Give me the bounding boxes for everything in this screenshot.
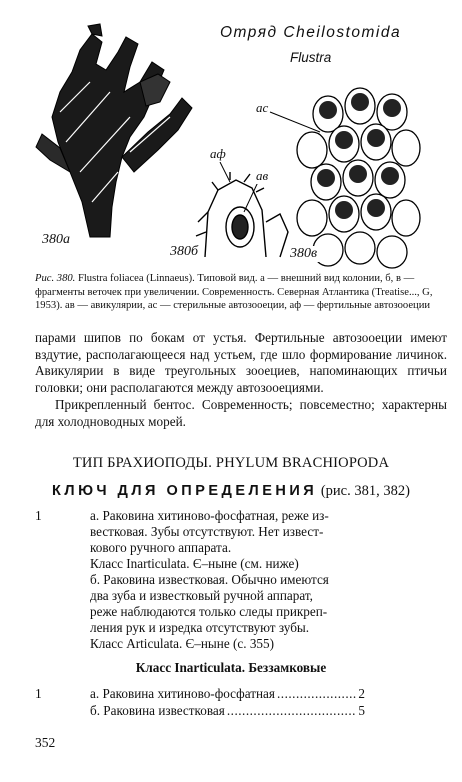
heading-key (0, 483, 462, 500)
key2-number: 1 (35, 686, 42, 701)
label-as: ас (256, 100, 269, 115)
key2-a-text: а. Раковина хитиново-фосфатная (90, 686, 275, 701)
figure-caption (35, 272, 453, 313)
branch-fragment-b (196, 172, 288, 257)
label-af: аф (210, 146, 226, 161)
label-380a: 380а (42, 232, 70, 247)
key1-b-line: ления рук и изредка отсутствуют зубы. (90, 620, 310, 635)
key2-b-ref: 5 (358, 703, 365, 718)
key2-option-b (90, 703, 365, 719)
flustra-illustration (30, 22, 430, 272)
heading-key-ref: (рис. 381, 382) (320, 483, 410, 499)
label-av: ав (256, 168, 269, 183)
order-title: Отряд Cheilostomida (220, 24, 402, 41)
caption-label: Рис. 380. (35, 273, 76, 284)
paragraph-1: парами шипов по бокам от устья. Фертильные автозооеции имеют вздутие, располагающееся над устьем, где шло формирование личинок. Авикулярии в виде треугольных зооециев, напоминающих птичьи головки; они располагаются между автозооециями. (35, 330, 447, 395)
page-number: 352 (35, 735, 56, 750)
key1-number: 1 (35, 508, 42, 523)
key1-b-line: Класс Articulata. Є–ныне (с. 355) (90, 636, 274, 651)
caption-text: Flustra foliacea (Linnaeus). Типовой вид. а — внешний вид колонии, б, в — фрагменты веточек при увеличении. Современность. Северная Атлантика (Treatise..., G, 1953). ав — авикулярии, ас — стерильные автозооеции, аф — фертильные автозооеции (35, 273, 433, 311)
key1-a-line: кового ручного аппарата. (90, 540, 232, 555)
pointer-af (220, 162, 230, 182)
key2-a-ref: 2 (358, 686, 365, 701)
genus-title: Flustra (290, 50, 332, 65)
key1-option-a (90, 508, 365, 572)
key1-a-line: а. Раковина хитиново-фосфатная, реже из- (90, 508, 329, 523)
heading-key-title: КЛЮЧ ДЛЯ ОПРЕДЕЛЕНИЯ (52, 483, 318, 499)
key1-b-line: два зуба и известковый ручной аппарат, (90, 588, 313, 603)
key1-b-line: реже наблюдаются только следы прикреп- (90, 604, 328, 619)
class-heading: Класс Inarticulata. Беззамковые (135, 660, 327, 675)
key1-a-line: Класс Inarticulata. Є–ныне (см. ниже) (90, 556, 299, 571)
key2-b-text: б. Раковина известковая (90, 703, 225, 718)
key1-b-line: б. Раковина известковая. Обычно имеются (90, 572, 329, 587)
leader-dots (277, 686, 356, 702)
heading-phylum: ТИП БРАХИОПОДЫ. PHYLUM BRACHIOPODA (72, 455, 390, 471)
key1-a-line: вестковая. Зубы отсутствуют. Нет извест- (90, 524, 324, 539)
figure-380 (30, 22, 430, 272)
colony-drawing (36, 24, 192, 237)
label-380b: 380б (170, 244, 199, 259)
key2-option-a (90, 686, 365, 702)
label-380v: 380в (290, 246, 318, 261)
key1-option-b (90, 572, 365, 652)
paragraph-2: Прикрепленный бентос. Современность; повсеместно; характерны для холодноводных морей. (35, 397, 447, 429)
leader-dots (227, 703, 357, 719)
